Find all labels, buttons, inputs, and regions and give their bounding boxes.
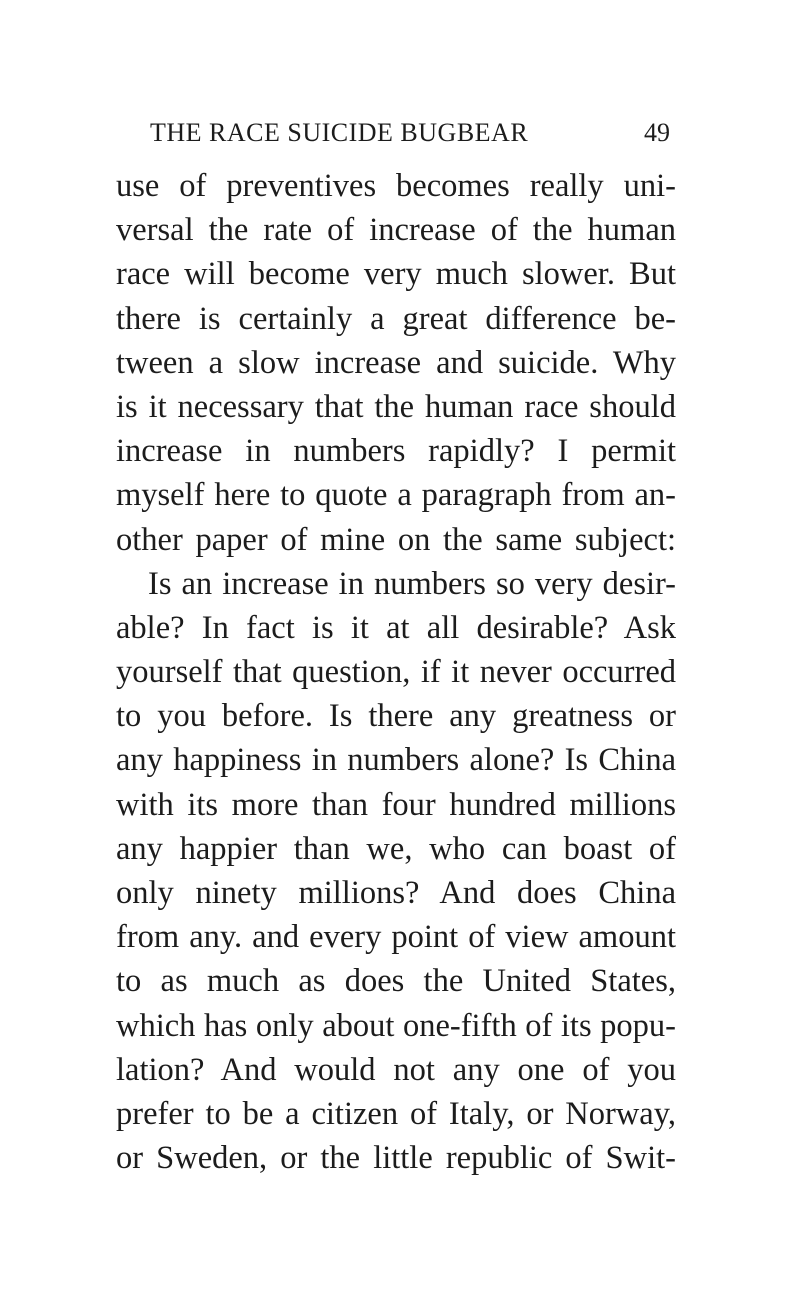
text-line: there is certainly a great difference be- xyxy=(116,300,676,337)
text-line: increase in numbers rapidly? I permit xyxy=(116,433,676,470)
running-title: THE RACE SUICIDE BUGBEAR xyxy=(150,118,529,147)
text-line: yourself that question, if it never occurred xyxy=(116,654,676,691)
text-line: use of preventives becomes really uni- xyxy=(116,168,676,204)
text-line: which has only about one-fifth of its popu- xyxy=(116,1007,676,1044)
page-number: 49 xyxy=(644,118,670,147)
text-line: is it necessary that the human race should xyxy=(116,388,676,425)
quote-first-line: Is an increase in numbers so very desir- xyxy=(148,565,676,602)
running-header xyxy=(150,113,670,153)
text-line: or Sweden, or the little republic of Swit- xyxy=(116,1140,676,1177)
text-line: any happiness in numbers alone? Is China xyxy=(116,742,676,779)
text-line: to you before. Is there any greatness or xyxy=(116,698,676,735)
text-line: with its more than four hundred millions xyxy=(116,786,676,823)
text-line: lation? And would not any one of you xyxy=(116,1051,676,1088)
text-line: prefer to be a citizen of Italy, or Norway, xyxy=(116,1095,676,1132)
text-line: tween a slow increase and suicide. Why xyxy=(116,344,676,381)
text-line: able? In fact is it at all desirable? Ask xyxy=(116,609,676,646)
text-line: from any. and every point of view amount xyxy=(116,919,676,956)
text-line: to as much as does the United States, xyxy=(116,963,676,1000)
text-line: other paper of mine on the same subject: xyxy=(116,521,676,558)
text-line: versal the rate of increase of the human xyxy=(116,212,676,249)
text-line: myself here to quote a paragraph from an- xyxy=(116,477,676,514)
text-line: any happier than we, who can boast of xyxy=(116,830,676,867)
body-text xyxy=(116,164,676,1180)
text-line: only ninety millions? And does China xyxy=(116,875,676,911)
text-line: race will become very much slower. But xyxy=(116,256,676,293)
